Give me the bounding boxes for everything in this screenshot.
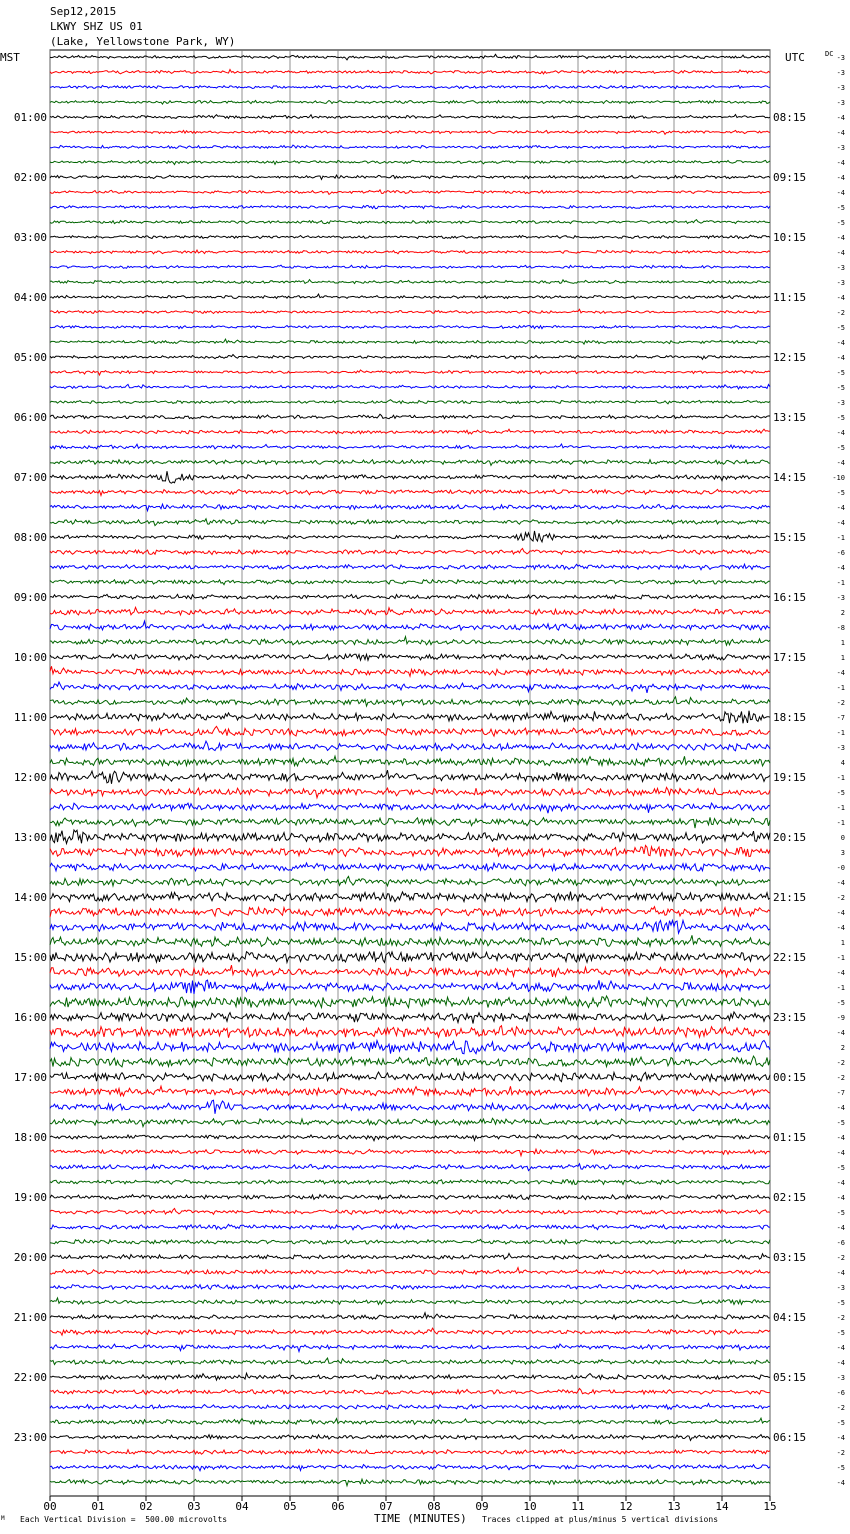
seismic-trace [50, 980, 770, 994]
seismic-trace [50, 1239, 770, 1244]
seismic-trace [50, 489, 770, 495]
seismic-trace [50, 370, 770, 375]
seismic-trace [50, 621, 770, 630]
seismic-trace [50, 265, 770, 268]
mst-hour-label: 21:00 [13, 1311, 47, 1324]
dc-offset-label: 1 [840, 654, 845, 662]
utc-hour-label: 20:15 [773, 831, 807, 844]
seismic-trace [50, 444, 770, 449]
utc-axis-label: UTC [785, 51, 805, 64]
dc-offset-label: -2 [836, 1074, 845, 1082]
dc-offset-label: -3 [836, 84, 845, 92]
seismic-trace [50, 220, 770, 224]
utc-hour-label: 14:15 [773, 471, 807, 484]
seismic-trace [50, 400, 770, 404]
dc-header-label: DC [825, 50, 834, 58]
utc-hour-label: 16:15 [773, 591, 807, 604]
dc-offset-label: -2 [836, 309, 845, 317]
dc-offset-label: -2 [836, 1059, 845, 1067]
mst-axis-label: MST [0, 51, 20, 64]
seismic-trace [50, 531, 770, 542]
dc-offset-label: -1 [836, 774, 845, 782]
mst-hour-label: 14:00 [13, 891, 47, 904]
dc-offset-label: -4 [836, 879, 845, 887]
seismic-trace [50, 471, 770, 483]
dc-offset-label: -4 [836, 234, 845, 242]
utc-hour-label: 09:15 [773, 171, 807, 184]
dc-offset-label: -4 [836, 1149, 845, 1157]
utc-hour-label: 21:15 [773, 891, 807, 904]
dc-offset-label: -8 [836, 624, 845, 632]
dc-offset-label: -5 [836, 204, 845, 212]
mst-hour-label: 05:00 [13, 351, 47, 364]
dc-offset-label: -2 [836, 1449, 845, 1457]
seismic-trace [50, 115, 770, 119]
mst-hour-label: 12:00 [13, 771, 47, 784]
station-code: LKWY SHZ US 01 [50, 20, 143, 33]
seismic-trace [50, 1224, 770, 1230]
x-tick-label: 05 [283, 1500, 297, 1513]
seismic-trace [50, 1328, 770, 1335]
dc-offset-label: -4 [836, 924, 845, 932]
seismic-trace [50, 384, 770, 389]
seismic-trace [50, 1389, 770, 1395]
dc-offset-label: -4 [836, 1434, 845, 1442]
dc-offset-label: -1 [836, 684, 845, 692]
seismic-trace [50, 1404, 770, 1410]
utc-hour-label: 11:15 [773, 291, 807, 304]
seismic-trace [50, 1118, 770, 1126]
utc-hour-label: 05:15 [773, 1371, 807, 1384]
mst-hour-label: 20:00 [13, 1251, 47, 1264]
dc-offset-label: -10 [832, 474, 845, 482]
dc-offset-label: -1 [836, 729, 845, 737]
utc-hour-label: 08:15 [773, 111, 807, 124]
dc-offset-label: -0 [836, 864, 845, 872]
x-tick-label: 15 [763, 1500, 777, 1513]
seismic-trace [50, 607, 770, 615]
utc-hour-label: 00:15 [773, 1071, 807, 1084]
seismic-trace [50, 1373, 770, 1380]
utc-hour-label: 23:15 [773, 1011, 807, 1024]
dc-offset-label: -2 [836, 1314, 845, 1322]
dc-offset-label: -4 [836, 429, 845, 437]
seismic-trace [50, 325, 770, 328]
clipping-note: Traces clipped at plus/minus 5 vertical divisions [482, 1515, 719, 1524]
dc-offset-label: -5 [836, 384, 845, 392]
dc-offset-label: -5 [836, 219, 845, 227]
seismic-trace [50, 205, 770, 208]
seismic-trace [50, 1135, 770, 1141]
x-tick-label: 01 [91, 1500, 105, 1513]
mst-hour-label: 06:00 [13, 411, 47, 424]
x-tick-label: 12 [619, 1500, 633, 1513]
dc-offset-label: 0 [840, 834, 845, 842]
dc-offset-label: -4 [836, 189, 845, 197]
seismic-trace [50, 770, 770, 784]
dc-offset-label: -4 [836, 519, 845, 527]
utc-hour-label: 17:15 [773, 651, 807, 664]
dc-offset-label: -5 [836, 414, 845, 422]
seismic-trace [50, 1041, 770, 1054]
dc-offset-label: -5 [836, 999, 845, 1007]
seismic-trace [50, 100, 770, 104]
mst-hour-label: 18:00 [13, 1131, 47, 1144]
x-tick-label: 06 [331, 1500, 345, 1513]
seismic-trace [50, 1012, 770, 1024]
dc-offset-label: -1 [836, 579, 845, 587]
dc-offset-label: -5 [836, 1329, 845, 1337]
mst-hour-label: 19:00 [13, 1191, 47, 1204]
seismic-trace [50, 845, 770, 856]
seismic-trace [50, 175, 770, 179]
seismic-trace [50, 190, 770, 195]
dc-offset-label: -4 [836, 249, 845, 257]
x-tick-label: 07 [379, 1500, 393, 1513]
seismic-trace [50, 996, 770, 1008]
mst-hour-label: 15:00 [13, 951, 47, 964]
seismic-trace [50, 1465, 770, 1471]
seismic-trace [50, 70, 770, 74]
dc-offset-label: -4 [836, 129, 845, 137]
dc-offset-label: 1 [840, 639, 845, 647]
dc-offset-label: -2 [836, 1404, 845, 1412]
dc-offset-label: -4 [836, 564, 845, 572]
mst-hour-label: 08:00 [13, 531, 47, 544]
dc-offset-label: 3 [840, 849, 845, 857]
seismic-trace [50, 309, 770, 313]
mst-hour-label: 09:00 [13, 591, 47, 604]
dc-offset-label: -4 [836, 1104, 845, 1112]
seismic-trace [50, 1313, 770, 1320]
utc-hour-label: 01:15 [773, 1131, 807, 1144]
dc-offset-label: -4 [836, 294, 845, 302]
dc-offset-label: -6 [836, 549, 845, 557]
dc-offset-label: -4 [836, 909, 845, 917]
utc-hour-label: 18:15 [773, 711, 807, 724]
x-tick-label: 11 [571, 1500, 585, 1513]
seismic-trace [50, 1358, 770, 1364]
mst-hour-label: 13:00 [13, 831, 47, 844]
seismic-trace [50, 830, 770, 844]
dc-offset-label: -1 [836, 954, 845, 962]
seismic-trace [50, 54, 770, 60]
utc-hour-label: 13:15 [773, 411, 807, 424]
seismic-trace [50, 504, 770, 511]
dc-offset-label: -3 [836, 264, 845, 272]
dc-offset-label: -4 [836, 354, 845, 362]
seismic-trace [50, 1180, 770, 1185]
dc-offset-label: -3 [836, 279, 845, 287]
dc-offset-label: -5 [836, 1164, 845, 1172]
dc-offset-label: -5 [836, 789, 845, 797]
seismic-trace [50, 414, 770, 419]
seismic-trace [50, 429, 770, 434]
dc-offset-label: -4 [836, 1344, 845, 1352]
utc-hour-label: 02:15 [773, 1191, 807, 1204]
seismic-trace [50, 666, 770, 676]
mst-hour-label: 16:00 [13, 1011, 47, 1024]
utc-hour-label: 10:15 [773, 231, 807, 244]
seismic-trace [50, 1418, 770, 1424]
dc-offset-label: -4 [836, 1029, 845, 1037]
dc-offset-label: -4 [836, 174, 845, 182]
mst-hour-label: 17:00 [13, 1071, 47, 1084]
x-tick-label: 04 [235, 1500, 249, 1513]
dc-offset-label: -1 [836, 804, 845, 812]
dc-offset-label: -4 [836, 339, 845, 347]
dc-offset-label: -2 [836, 699, 845, 707]
seismic-trace [50, 1209, 770, 1215]
seismic-trace [50, 682, 770, 693]
seismic-trace [50, 892, 770, 902]
dc-offset-label: -5 [836, 1119, 845, 1127]
utc-hour-label: 22:15 [773, 951, 807, 964]
seismic-trace [50, 1164, 770, 1171]
utc-hour-label: 19:15 [773, 771, 807, 784]
dc-offset-label: 1 [840, 939, 845, 947]
dc-offset-label: -4 [836, 1224, 845, 1232]
dc-offset-label: -4 [836, 1179, 845, 1187]
seismic-trace [50, 460, 770, 466]
dc-offset-label: -2 [836, 894, 845, 902]
dc-offset-label: -5 [836, 444, 845, 452]
seismic-trace [50, 1056, 770, 1067]
dc-offset-label: -3 [836, 399, 845, 407]
dc-offset-label: -5 [836, 1209, 845, 1217]
seismic-trace [50, 594, 770, 599]
vertical-division-note: Each Vertical Division = 500.00 microvolts [20, 1515, 228, 1524]
dc-offset-label: -4 [836, 1269, 845, 1277]
dc-offset-label: 4 [840, 759, 845, 767]
seismic-trace [50, 697, 770, 706]
seismic-trace [50, 637, 770, 646]
seismic-trace [50, 965, 770, 977]
seismic-trace [50, 1479, 770, 1486]
x-tick-label: 00 [43, 1500, 57, 1513]
dc-offset-label: -4 [836, 159, 845, 167]
dc-offset-label: -6 [836, 1389, 845, 1397]
utc-hour-label: 12:15 [773, 351, 807, 364]
dc-offset-label: -2 [836, 1254, 845, 1262]
dc-offset-label: -1 [836, 984, 845, 992]
x-tick-label: 10 [523, 1500, 537, 1513]
seismic-trace [50, 817, 770, 828]
dc-offset-label: -4 [836, 504, 845, 512]
x-tick-label: 09 [475, 1500, 489, 1513]
seismic-trace [50, 1149, 770, 1156]
seismic-trace [50, 235, 770, 238]
dc-offset-label: -3 [836, 54, 845, 62]
seismic-trace [50, 756, 770, 766]
seismic-trace [50, 1268, 770, 1275]
dc-offset-label: -5 [836, 1299, 845, 1307]
dc-offset-label: -1 [836, 819, 845, 827]
x-tick-label: 03 [187, 1500, 201, 1513]
mst-hour-label: 11:00 [13, 711, 47, 724]
seismic-trace [50, 549, 770, 555]
dc-offset-label: -7 [836, 714, 845, 722]
dc-offset-label: -3 [836, 1284, 845, 1292]
mst-hour-label: 04:00 [13, 291, 47, 304]
dc-offset-label: -3 [836, 99, 845, 107]
footer-mark: M [1, 1515, 5, 1522]
seismic-trace [50, 863, 770, 871]
seismic-trace [50, 787, 770, 797]
dc-offset-label: -4 [836, 1134, 845, 1142]
dc-offset-label: -4 [836, 669, 845, 677]
seismic-trace [50, 876, 770, 886]
dc-offset-label: -3 [836, 594, 845, 602]
x-tick-label: 13 [667, 1500, 681, 1513]
dc-offset-label: -5 [836, 489, 845, 497]
seismic-trace [50, 1253, 770, 1259]
utc-hour-label: 03:15 [773, 1251, 807, 1264]
dc-offset-label: -4 [836, 1479, 845, 1487]
seismic-trace [50, 580, 770, 585]
seismic-trace [50, 907, 770, 918]
seismic-trace [50, 564, 770, 570]
dc-offset-label: -3 [836, 144, 845, 152]
seismic-trace [50, 935, 770, 946]
seismic-trace [50, 1344, 770, 1352]
seismic-trace [50, 1298, 770, 1305]
x-tick-label: 02 [139, 1500, 153, 1513]
seismic-trace [50, 654, 770, 660]
seismic-trace [50, 920, 770, 933]
seismic-trace [50, 1086, 770, 1096]
dc-offset-label: -4 [836, 459, 845, 467]
seismic-trace [50, 160, 770, 164]
seismic-trace [50, 130, 770, 134]
utc-hour-label: 06:15 [773, 1431, 807, 1444]
seismic-trace [50, 294, 770, 299]
dc-offset-label: -5 [836, 369, 845, 377]
dc-offset-label: -6 [836, 1239, 845, 1247]
station-location: (Lake, Yellowstone Park, WY) [50, 35, 236, 48]
dc-offset-label: -5 [836, 324, 845, 332]
dc-offset-label: -3 [836, 1374, 845, 1382]
mst-hour-label: 02:00 [13, 171, 47, 184]
dc-offset-label: -4 [836, 1194, 845, 1202]
mst-hour-label: 22:00 [13, 1371, 47, 1384]
x-tick-label: 08 [427, 1500, 441, 1513]
dc-offset-label: -7 [836, 1089, 845, 1097]
seismic-trace [50, 355, 770, 360]
seismic-trace [50, 711, 770, 724]
seismic-trace [50, 803, 770, 813]
seismic-trace [50, 339, 770, 344]
seismic-trace [50, 1435, 770, 1441]
dc-offset-label: -1 [836, 534, 845, 542]
mst-hour-label: 01:00 [13, 111, 47, 124]
dc-offset-label: -3 [836, 744, 845, 752]
dc-offset-label: -5 [836, 1419, 845, 1427]
dc-offset-label: -5 [836, 1464, 845, 1472]
mst-hour-label: 03:00 [13, 231, 47, 244]
utc-hour-label: 04:15 [773, 1311, 807, 1324]
seismic-trace [50, 1195, 770, 1200]
dc-offset-label: -4 [836, 114, 845, 122]
dc-offset-label: 2 [840, 609, 845, 617]
record-date: Sep12,2015 [50, 5, 117, 18]
dc-offset-label: 2 [840, 1044, 845, 1052]
seismic-trace [50, 1285, 770, 1290]
seismic-trace [50, 145, 770, 148]
seismic-trace [50, 250, 770, 254]
seismic-trace [50, 1026, 770, 1038]
seismic-trace [50, 726, 770, 736]
seismic-trace [50, 1100, 770, 1114]
mst-hour-label: 10:00 [13, 651, 47, 664]
utc-hour-label: 15:15 [773, 531, 807, 544]
dc-offset-label: -4 [836, 1359, 845, 1367]
mst-hour-label: 07:00 [13, 471, 47, 484]
seismic-trace [50, 1072, 770, 1082]
seismic-trace [50, 280, 770, 284]
dc-offset-label: -4 [836, 969, 845, 977]
seismic-trace [50, 952, 770, 963]
seismic-trace [50, 1449, 770, 1454]
dc-offset-label: -9 [836, 1014, 845, 1022]
seismic-trace [50, 85, 770, 88]
seismic-trace [50, 519, 770, 526]
x-tick-label: 14 [715, 1500, 729, 1513]
x-axis-title: TIME (MINUTES) [374, 1512, 467, 1525]
dc-offset-label: -3 [836, 69, 845, 77]
mst-hour-label: 23:00 [13, 1431, 47, 1444]
seismic-trace [50, 741, 770, 751]
